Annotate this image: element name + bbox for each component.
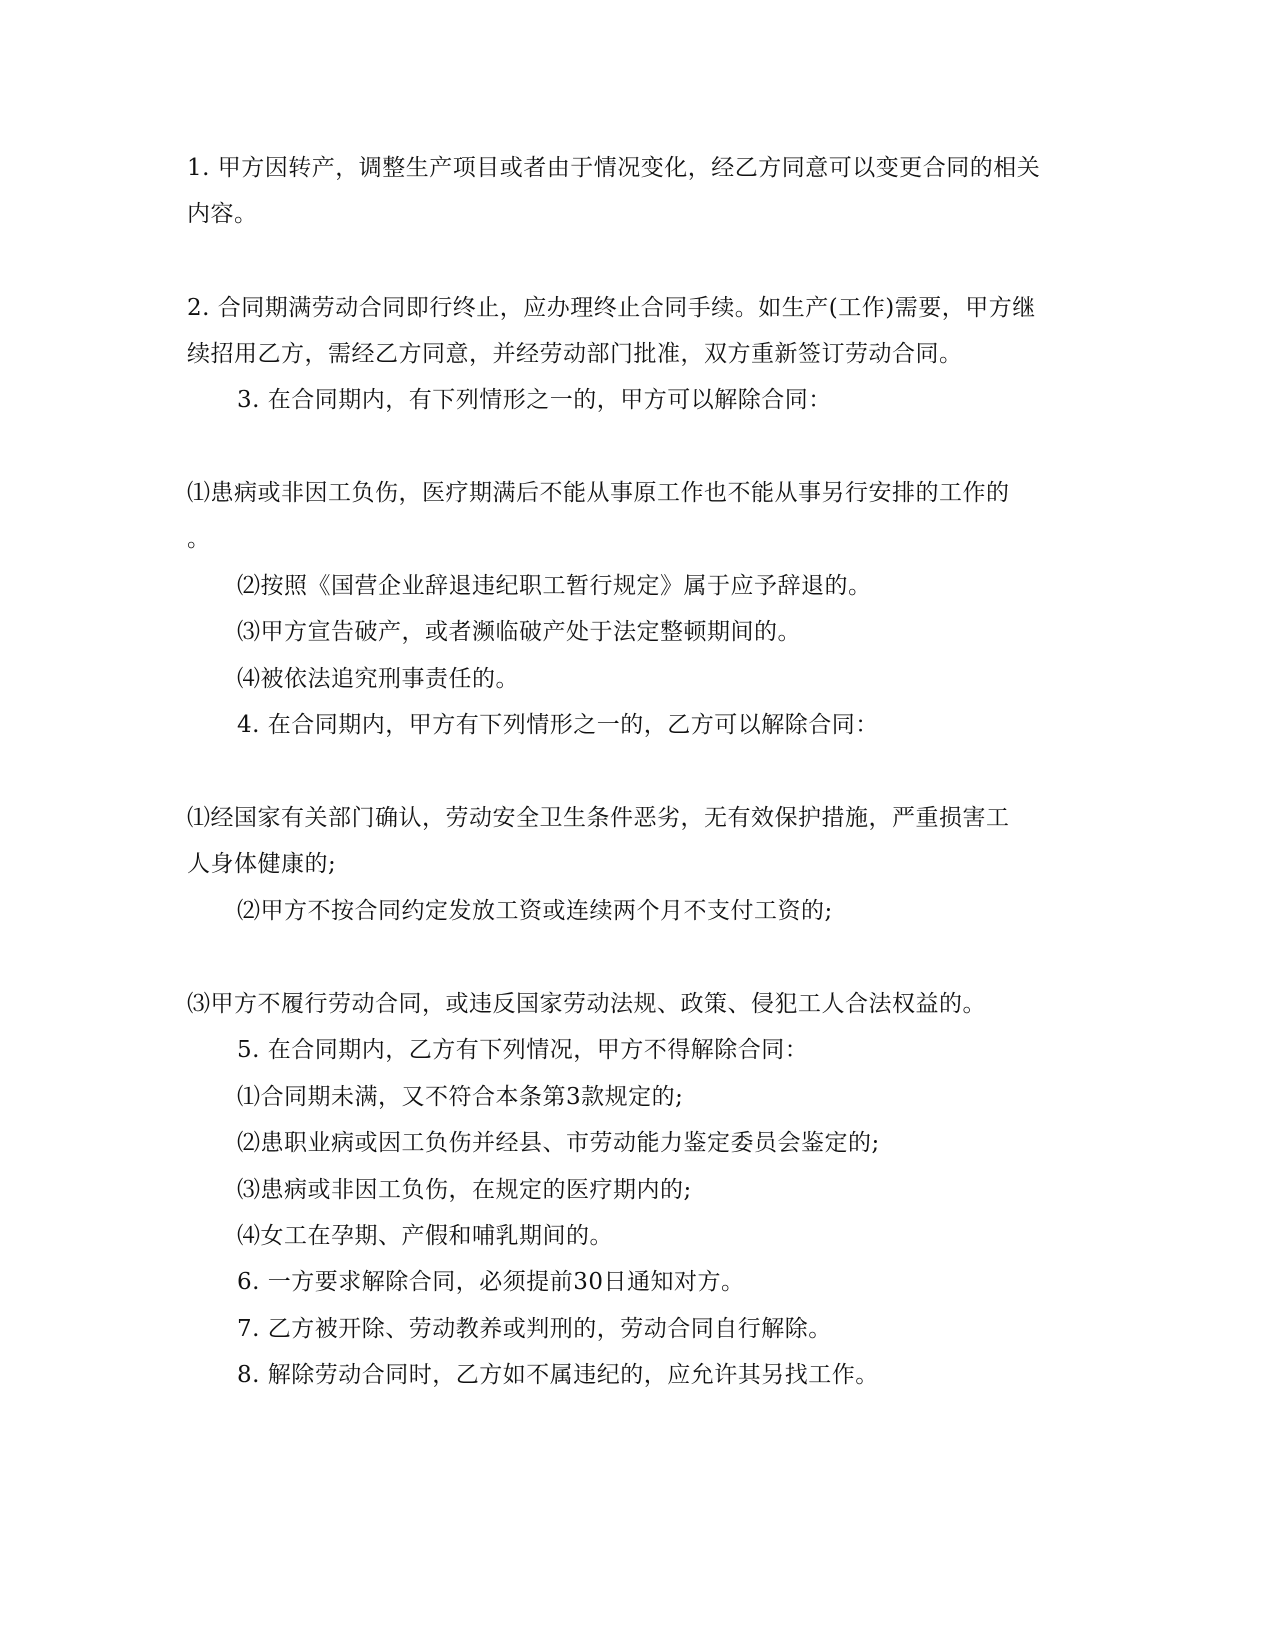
clause-5-item-2: ⑵患职业病或因工负伤并经县、市劳动能力鉴定委员会鉴定的; xyxy=(237,1130,880,1156)
clause-2-line-1: 2. 合同期满劳动合同即行终止，应办理终止合同手续。如生产(工作)需要，甲方继 xyxy=(187,295,1036,321)
clause-3-heading: 3. 在合同期内，有下列情形之一的，甲方可以解除合同： xyxy=(237,387,832,413)
clause-4-item-1-line-1: ⑴经国家有关部门确认，劳动安全卫生条件恶劣，无有效保护措施，严重损害工 xyxy=(187,805,1010,831)
clause-5-item-3: ⑶患病或非因工负伤，在规定的医疗期内的; xyxy=(237,1177,692,1203)
clause-4-item-3: ⑶甲方不履行劳动合同，或违反国家劳动法规、政策、侵犯工人合法权益的。 xyxy=(187,991,986,1017)
clause-2-line-2: 续招用乙方，需经乙方同意，并经劳动部门批准，双方重新签订劳动合同。 xyxy=(187,341,963,367)
clause-5-item-4: ⑷女工在孕期、产假和哺乳期间的。 xyxy=(237,1223,613,1249)
clause-7: 7. 乙方被开除、劳动教养或判刑的，劳动合同自行解除。 xyxy=(237,1316,832,1342)
clause-5-heading: 5. 在合同期内，乙方有下列情况，甲方不得解除合同： xyxy=(237,1037,809,1063)
clause-8: 8. 解除劳动合同时，乙方如不属违纪的，应允许其另找工作。 xyxy=(237,1362,879,1388)
clause-4-item-2: ⑵甲方不按合同约定发放工资或连续两个月不支付工资的; xyxy=(237,898,833,924)
clause-3-item-2: ⑵按照《国营企业辞退违纪职工暂行规定》属于应予辞退的。 xyxy=(237,573,872,599)
clause-1-line-1: 1. 甲方因转产，调整生产项目或者由于情况变化，经乙方同意可以变更合同的相关 xyxy=(187,155,1041,181)
clause-3-item-1-line-2: 。 xyxy=(187,526,211,552)
clause-4-item-1-line-2: 人身体健康的; xyxy=(187,851,337,877)
clause-1-line-2: 内容。 xyxy=(187,201,258,227)
clause-4-heading: 4. 在合同期内，甲方有下列情形之一的，乙方可以解除合同： xyxy=(237,712,879,738)
clause-3-item-3: ⑶甲方宣告破产，或者濒临破产处于法定整顿期间的。 xyxy=(237,619,801,645)
clause-6: 6. 一方要求解除合同，必须提前30日通知对方。 xyxy=(237,1269,745,1295)
clause-3-item-1-line-1: ⑴患病或非因工负伤，医疗期满后不能从事原工作也不能从事另行安排的工作的 xyxy=(187,480,1010,506)
clause-3-item-4: ⑷被依法追究刑事责任的。 xyxy=(237,666,519,692)
clause-5-item-1: ⑴合同期未满，又不符合本条第3款规定的; xyxy=(237,1084,684,1110)
